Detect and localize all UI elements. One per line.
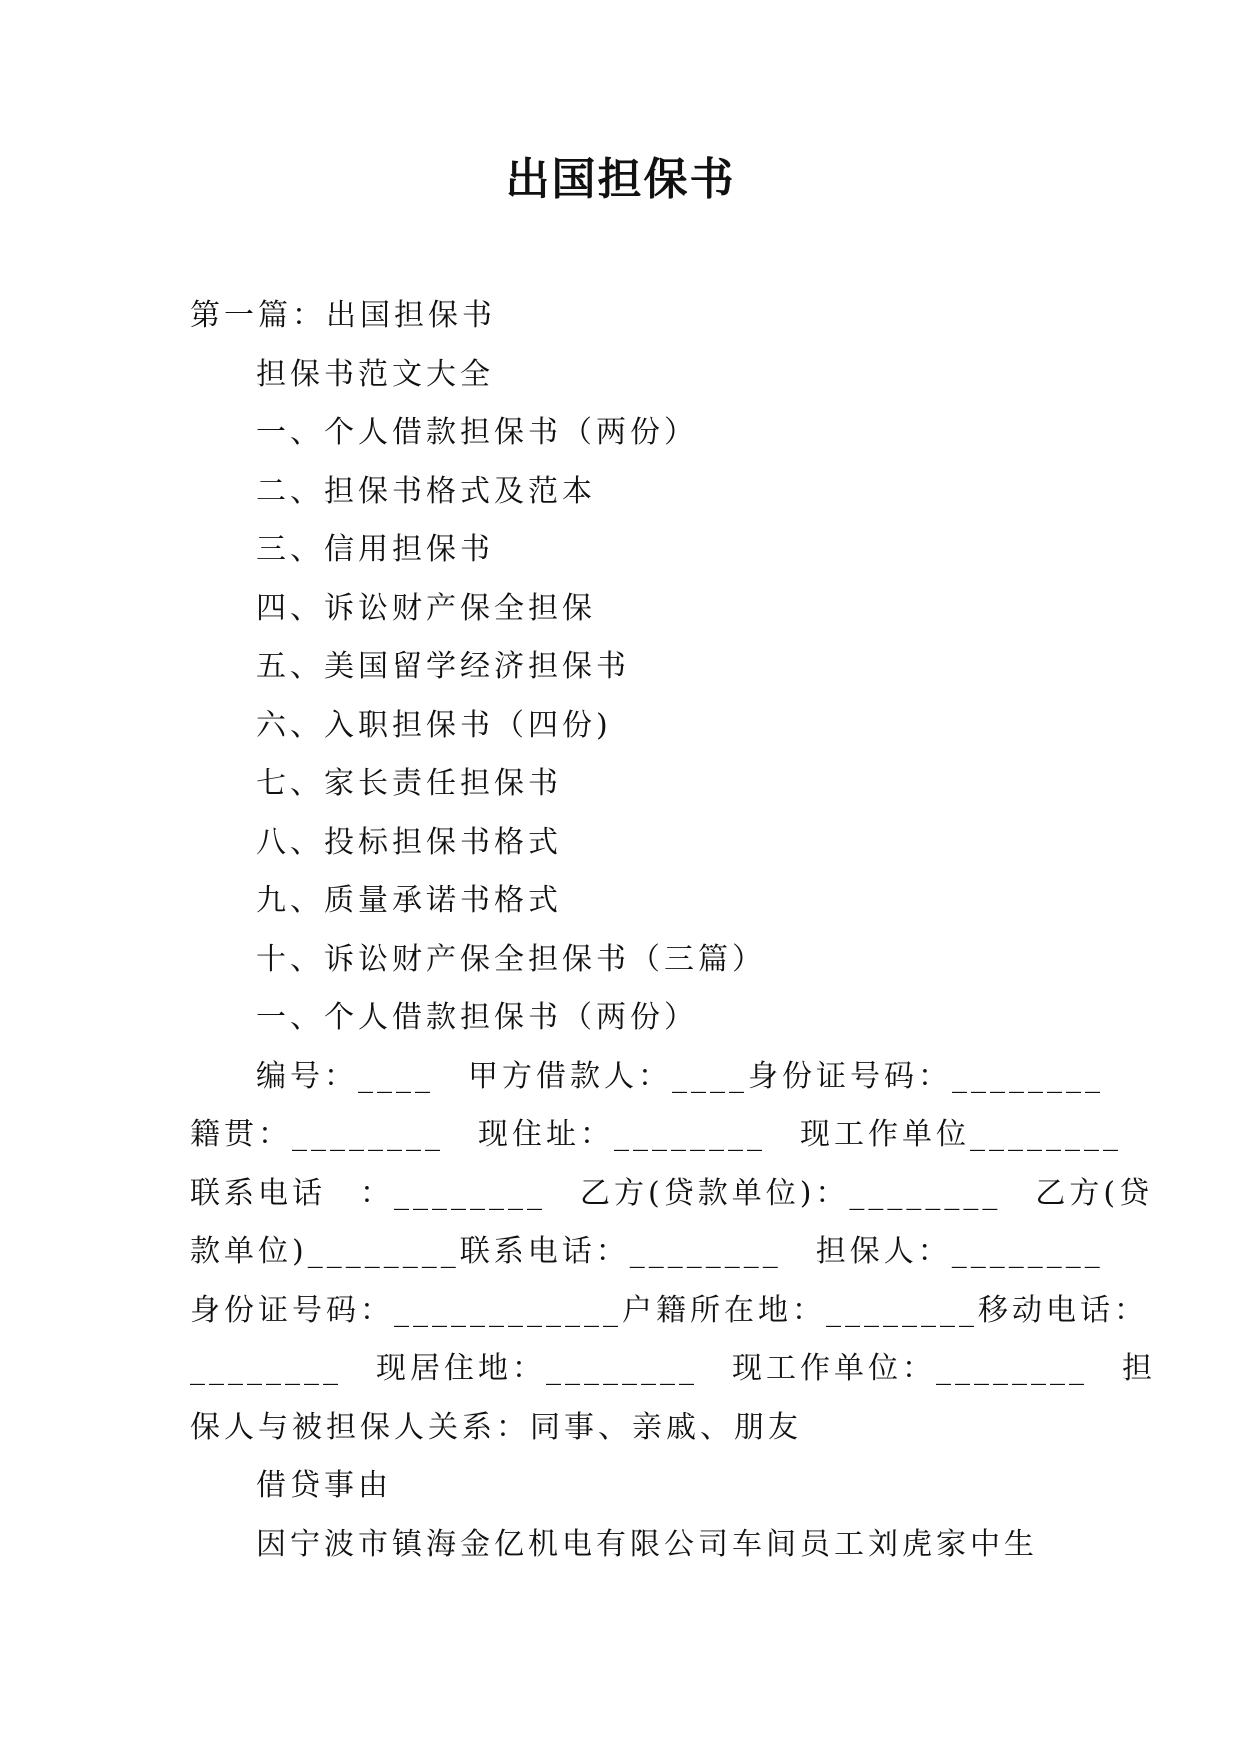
- document-title: 出国担保书: [505, 154, 736, 205]
- form-line-7: 保人与被担保人关系：同事、亲戚、朋友: [190, 1409, 802, 1445]
- toc-item-5: 五、美国留学经济担保书: [256, 649, 630, 684]
- reason-text: 因宁波市镇海金亿机电有限公司车间员工刘虎家中生: [256, 1526, 1038, 1562]
- form-line-2: 籍贯：________ 现住址：________ 现工作单位________: [190, 1117, 1122, 1152]
- section-subtitle: 一、个人借款担保书（两份）: [256, 1000, 698, 1035]
- document-body: [190, 287, 1156, 1574]
- toc-item-6: 六、入职担保书（四份): [256, 707, 612, 743]
- form-line-5: 身份证号码：____________户籍所在地：________移动电话：: [190, 1292, 1148, 1328]
- toc-item-1: 一、个人借款担保书（两份）: [256, 415, 698, 450]
- form-line-6: ________ 现居住地：________ 现工作单位：________ 担: [190, 1351, 1156, 1386]
- section-heading: 第一篇：出国担保书: [190, 298, 496, 333]
- form-line-3: 联系电话 ：________ 乙方(贷款单位)：________ 乙方(贷: [190, 1175, 1154, 1211]
- form-line-1: 编号：____ 甲方借款人：____身份证号码：________: [256, 1058, 1104, 1094]
- toc-item-7: 七、家长责任担保书: [256, 766, 562, 801]
- toc-item-4: 四、诉讼财产保全担保: [256, 590, 596, 626]
- toc-item-3: 三、信用担保书: [256, 532, 494, 567]
- toc-item-9: 九、质量承诺书格式: [256, 883, 562, 918]
- toc-item-10: 十、诉讼财产保全担保书（三篇）: [256, 941, 766, 977]
- toc-item-2: 二、担保书格式及范本: [256, 473, 596, 509]
- toc-item-8: 八、投标担保书格式: [256, 824, 562, 860]
- subheading: 担保书范文大全: [256, 356, 494, 392]
- reason-heading: 借贷事由: [256, 1468, 392, 1503]
- form-line-4: 款单位)________联系电话：________ 担保人：________: [190, 1234, 1104, 1269]
